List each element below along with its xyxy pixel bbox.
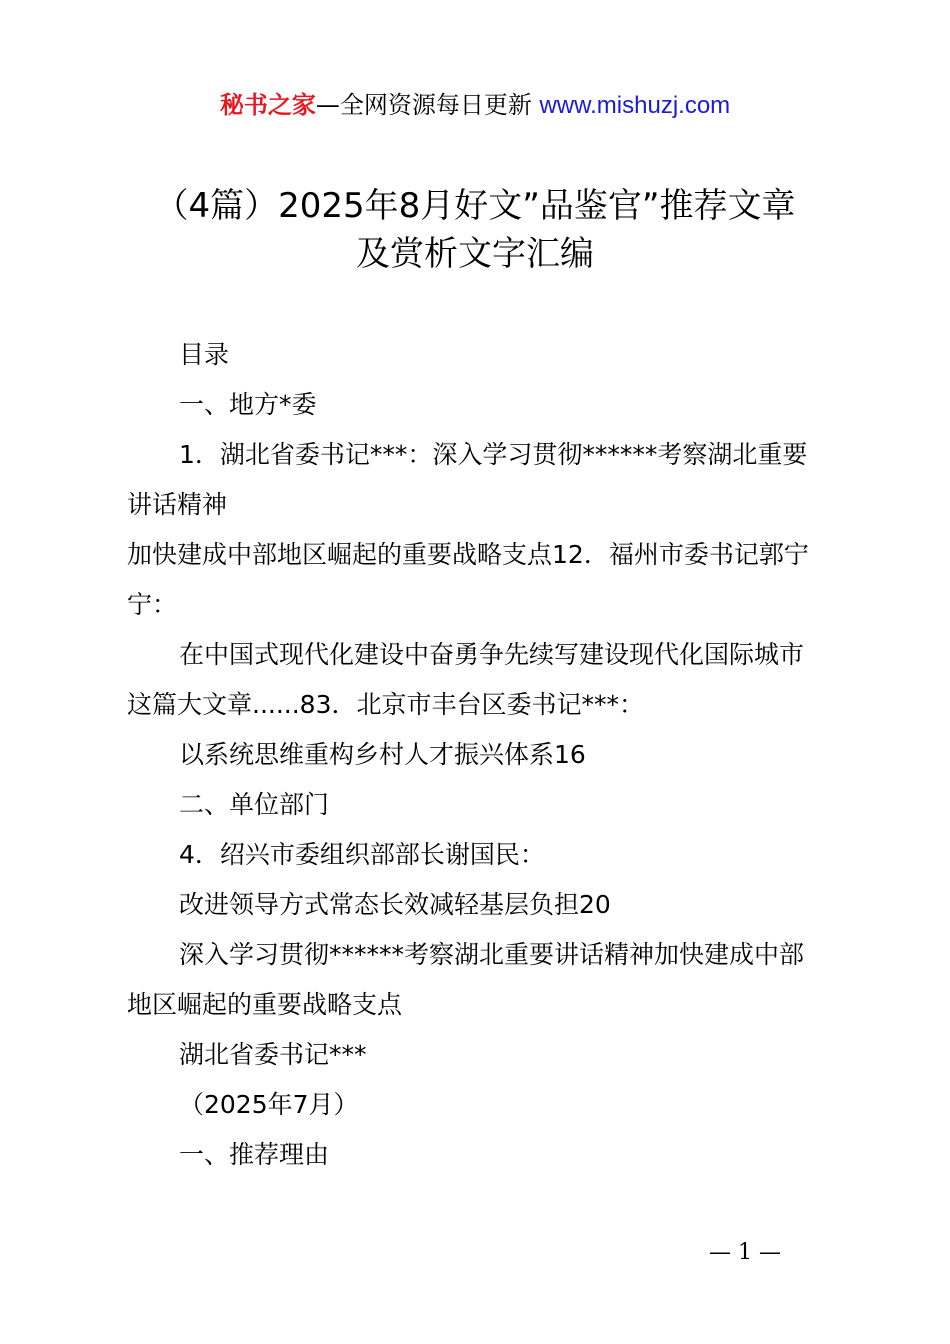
title-line-1: （4篇）2025年8月好文”品鉴官”推荐文章 bbox=[154, 186, 796, 226]
article-title: 深入学习贯彻******考察湖北重要讲话精神加快建成中部 bbox=[179, 940, 805, 969]
brand-name: 秘书之家 bbox=[219, 91, 316, 119]
title-line-2: 及赏析文字汇编 bbox=[356, 234, 594, 274]
article-author: 湖北省委书记*** bbox=[179, 1040, 367, 1069]
toc-item-1-cont: 讲话精神 bbox=[127, 490, 228, 519]
toc-item-2-cont: 宁： bbox=[127, 590, 178, 619]
toc-item-2-subtitle: 在中国式现代化建设中奋勇争先续写建设现代化国际城市 bbox=[179, 640, 805, 669]
toc-section-1: 一、地方*委 bbox=[179, 390, 317, 419]
toc-heading: 目录 bbox=[179, 340, 230, 369]
toc-item-3: 这篇大文章......83．北京市丰台区委书记***： bbox=[127, 690, 644, 719]
article-title-cont: 地区崛起的重要战略支点 bbox=[127, 990, 403, 1019]
toc-item-1: 1．湖北省委书记***：深入学习贯彻******考察湖北重要 bbox=[179, 440, 808, 469]
document-title bbox=[100, 182, 850, 278]
site-header bbox=[0, 88, 950, 123]
toc-item-2: 加快建成中部地区崛起的重要战略支点12．福州市委书记郭宁 bbox=[127, 540, 809, 569]
toc-item-4-subtitle: 改进领导方式常态长效减轻基层负担20 bbox=[179, 890, 611, 919]
page-number: — 1 — bbox=[709, 1240, 781, 1265]
toc-item-4: 4．绍兴市委组织部部长谢国民： bbox=[179, 840, 545, 869]
article-date: （2025年7月） bbox=[179, 1090, 359, 1119]
site-url-link[interactable]: www.mishuzj.com bbox=[539, 92, 731, 119]
toc-item-3-subtitle: 以系统思维重构乡村人才振兴体系16 bbox=[179, 740, 586, 769]
document-body bbox=[127, 330, 833, 1180]
header-slogan: —全网资源每日更新 bbox=[315, 91, 532, 119]
section-heading-reason: 一、推荐理由 bbox=[179, 1140, 330, 1169]
toc-section-2: 二、单位部门 bbox=[179, 790, 330, 819]
